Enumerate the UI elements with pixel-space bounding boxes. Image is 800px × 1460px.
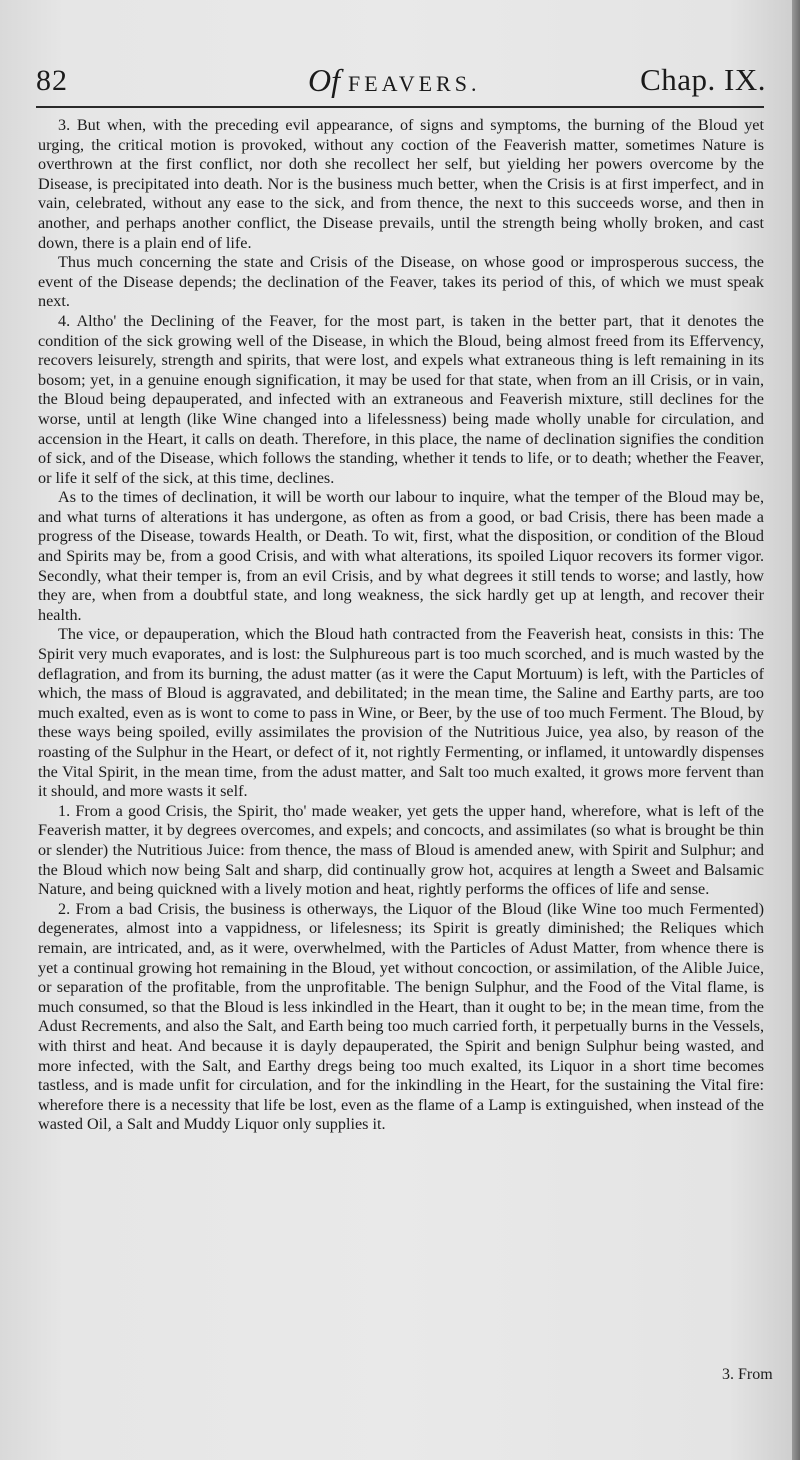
header-rule: [36, 106, 764, 108]
paragraph-2: Thus much concerning the state and Crisis of the Disease, on whose good or improsperous success, the event of the Disease depends; the declination of the Feaver, takes its period of this, of which we must speak next.: [38, 253, 764, 311]
page-body: [38, 116, 764, 1135]
page-number: 82: [36, 64, 68, 97]
running-title: [308, 62, 480, 99]
paragraph-1: 3. But when, with the preceding evil appearance, of signs and symptoms, the burning of the Bloud yet urging, the critical motion is provoked, without any coction of the Feaverish matter, sometimes Nature is overthrown at the first conflict, nor doth she recollect her self, but yielding her powers overcome by the Disease, is precipitated into death. Nor is the business much better, when the Crisis is at first imperfect, and in vain, celebrated, without any ease to the sick, and from thence, the next to this succeeds worse, and then in another, and perhaps another conflict, the Disease prevails, until the strength being wholly broken, and cast down, there is a plain end of life.: [38, 116, 764, 252]
catchword: 3. From: [722, 1366, 773, 1383]
book-spine-shadow: [792, 0, 800, 1460]
paragraph-7: 2. From a bad Crisis, the business is otherways, the Liquor of the Bloud (like Wine too much Fermented) degenerates, almost into a vappidness, or lifelesness; its Spirit is greatly diminished; the Reliques which remain, are intricated, and, as it were, overwhelmed, with the Particles of Adust Matter, from whence there is yet a continual growing hot remaining in the Bloud, yet without concoction, or assimilation, of the Alible Juice, or separation of the profitable, from the unprofitable. The benign Sulphur, and the Food of the Vital flame, is much consumed, so that the Bloud is less inkindled in the Heart, than it ought to be; in the mean time, from the Adust Recrements, and also the Salt, and Earth being too much carried forth, it perpetually burns in the Vessels, with thirst and heat. And because it is dayly depauperated, the Spirit and benign Sulphur being wasted, and more infected, with the Salt, and Earthy dregs being too much exalted, its Liquor in a short time becomes tastless, and is made unfit for circulation, and for the inkindling in the Heart, for the sustaining the Vital fire: wherefore there is a necessity that life be lost, even as the flame of a Lamp is extinguished, when instead of the wasted Oil, a Salt and Muddy Liquor only supplies it.: [38, 899, 764, 1134]
paragraph-3: 4. Altho' the Declining of the Feaver, for the most part, is taken in the better part, that it denotes the condition of the sick growing well of the Disease, in which the Bloud, being almost freed from its Effervency, recovers leisurely, strength and spirits, that were lost, and expels what extraneous thing is left remaining in its bosom; yet, in a genuine enough signification, it may be used for that state, when from an ill Crisis, or in vain, the Bloud being depauperated, and infected with an extraneous and Feaverish mixture, still declines for the worse, until at length (like Wine changed into a lifelessness) being made wholly unable for circulation, and accension in the Heart, it calls on death. Therefore, in this place, the name of declination signifies the condition of sick, and of the Disease, which follows the standing, whether it tends to life, or to death; whether the Feaver, or life it self of the sick, at this time, declines.: [38, 311, 764, 487]
paragraph-5: The vice, or depauperation, which the Bloud hath contracted from the Feaverish heat, consists in this: The Spirit very much evaporates, and is lost: the Sulphureous part is too much scorched, and is much wasted by the deflagration, and from its burning, the adust matter (as it were the Caput Mortuum) is left, with the Particles of which, the mass of Bloud is aggravated, and debilitated; in the mean time, the Saline and Earthy parts, are too much exalted, even as is wont to come to pass in Wine, or Beer, by the use of too much Ferment. The Bloud, by these ways being spoiled, evilly assimilates the provision of the Nutritious Juice, yea also, by reason of the roasting of the Sulphur in the Heart, or defect of it, not rightly Fermenting, or inflamed, it untowardly dispenses the Vital Spirit, in the mean time, from the adust matter, and Salt too much exalted, it grows more fervent than it should, and more wasts it self.: [38, 625, 764, 801]
running-title-of: Of: [308, 62, 340, 98]
page-header: [36, 60, 764, 104]
running-title-feavers: FEAVERS.: [348, 71, 481, 96]
paragraph-4: As to the times of declination, it will be worth our labour to inquire, what the temper of the Bloud may be, and what turns of alterations it has undergone, as often as from a good, or bad Crisis, there has been made a progress of the Disease, towards Health, or Death. To wit, first, what the disposition, or condition of the Bloud and Spirits may be, from a good Crisis, and with what alterations, its spoiled Liquor recovers its former vigor. Secondly, what their temper is, from an evil Crisis, and by what degrees it still tends to worse; and lastly, how they are, when from a doubtful state, and long weakness, the sick hardly get up at length, and recover their health.: [38, 488, 764, 624]
chapter-label: Chap. IX.: [640, 62, 766, 97]
paragraph-6: 1. From a good Crisis, the Spirit, tho' made weaker, yet gets the upper hand, wherefore, what is left of the Feaverish matter, it by degrees overcomes, and expels; and concocts, and assimilates (so what is brought be thin or slender) the Nutritious Juice: from thence, the mass of Bloud is amended anew, with Spirit and Sulphur; and the Bloud which now being Salt and sharp, did continually grow hot, acquires at length a Sweet and Balsamic Nature, and being quickned with a lively motion and heat, rightly performs the offices of life and sense.: [38, 801, 764, 899]
